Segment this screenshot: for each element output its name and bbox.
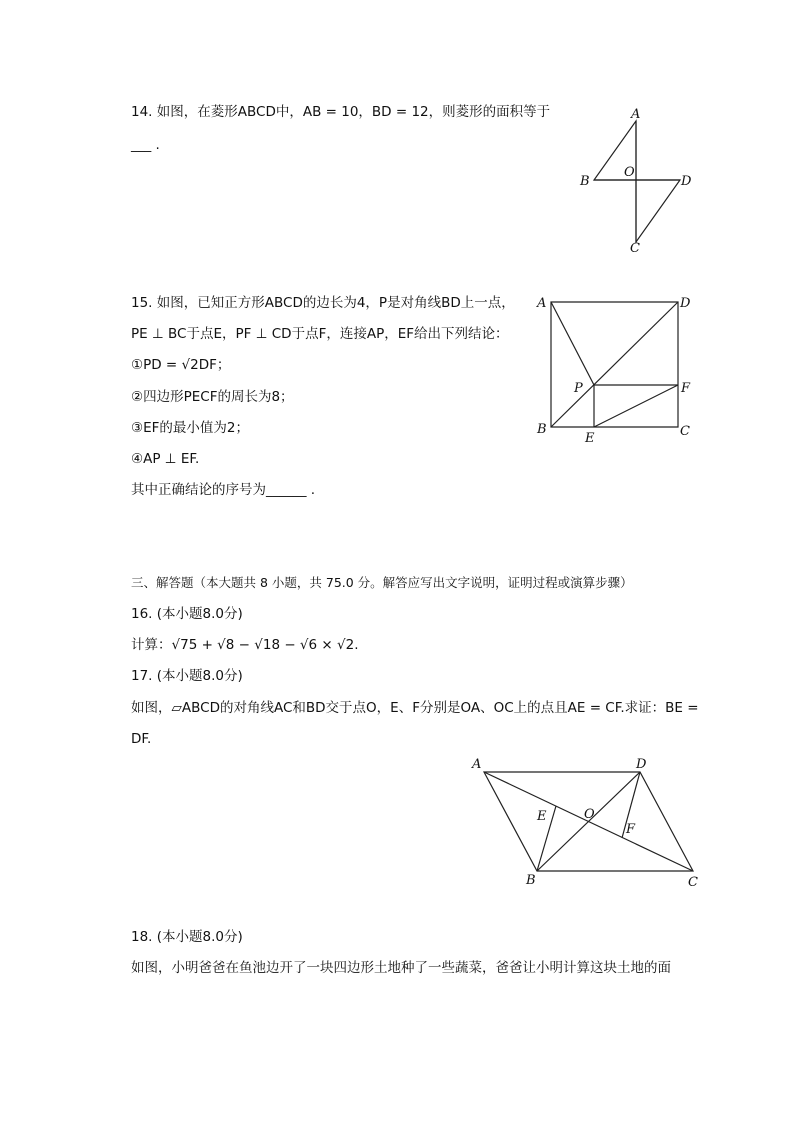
q15-conclusion-2: ②四边形PECF的周长为8； [131,389,294,405]
q16-body: 计算：√75 + √8 − √18 − √6 × √2. [131,637,359,653]
q15-conclusion-3: ③EF的最小值为2； [131,420,249,436]
section-heading: 三、解答题（本大题共 8 小题，共 75.0 分。解答应写出文字说明，证明过程或演算步骤） [131,575,633,590]
label-p-15: P [574,381,583,396]
label-b-15: B [537,422,547,437]
q18-title: 18. (本小题8.0分) [131,929,243,945]
label-f-15: F [681,381,691,396]
label-b: B [580,174,590,189]
q15-question: 其中正确结论的序号为______ . [131,482,316,498]
label-b-17: B [526,873,536,888]
q15-conclusion-1: ①PD = √2DF； [131,357,231,373]
label-a: A [631,107,641,122]
diagonal-bd-15 [551,302,678,427]
q17-line2: DF. [131,731,152,747]
label-d-17: D [636,757,647,772]
q16-title: 16. (本小题8.0分) [131,606,243,622]
q15-conclusion-4: ④AP ⊥ EF. [131,451,200,467]
label-c: C [630,241,640,256]
q15-line2: PE ⊥ BC于点E，PF ⊥ CD于点F，连接AP，EF给出下列结论： [131,326,509,342]
q14-line1: 14. 如图，在菱形ABCD中，AB = 10，BD = 12，则菱形的面积等于 [131,104,551,120]
label-a-17: A [472,757,482,772]
label-e-17: E [537,809,547,824]
q17-line1: 如图，▱ABCD的对角线AC和BD交于点O，E、F分别是OA、OC上的点且AE = CF.求证：BE = [131,700,699,716]
label-a-15: A [537,296,547,311]
label-c-17: C [688,875,698,890]
segment-ef [594,385,678,427]
label-d: D [681,174,692,189]
rhombus-outline [594,121,680,242]
q17-title: 17. (本小题8.0分) [131,668,243,684]
q18-line1: 如图，小明爸爸在鱼池边开了一块四边形土地种了一些蔬菜，爸爸让小明计算这块土地的面 [131,960,671,976]
label-c-15: C [680,424,690,439]
q15-line1: 15. 如图，已知正方形ABCD的边长为4，P是对角线BD上一点， [131,295,515,311]
label-o: O [624,165,635,180]
label-d-15: D [680,296,691,311]
label-o-17: O [584,807,595,822]
label-f-17: F [626,822,636,837]
q14-answer-blank: ___ . [131,137,160,153]
segment-ap [551,302,594,385]
label-e-15: E [585,431,595,446]
